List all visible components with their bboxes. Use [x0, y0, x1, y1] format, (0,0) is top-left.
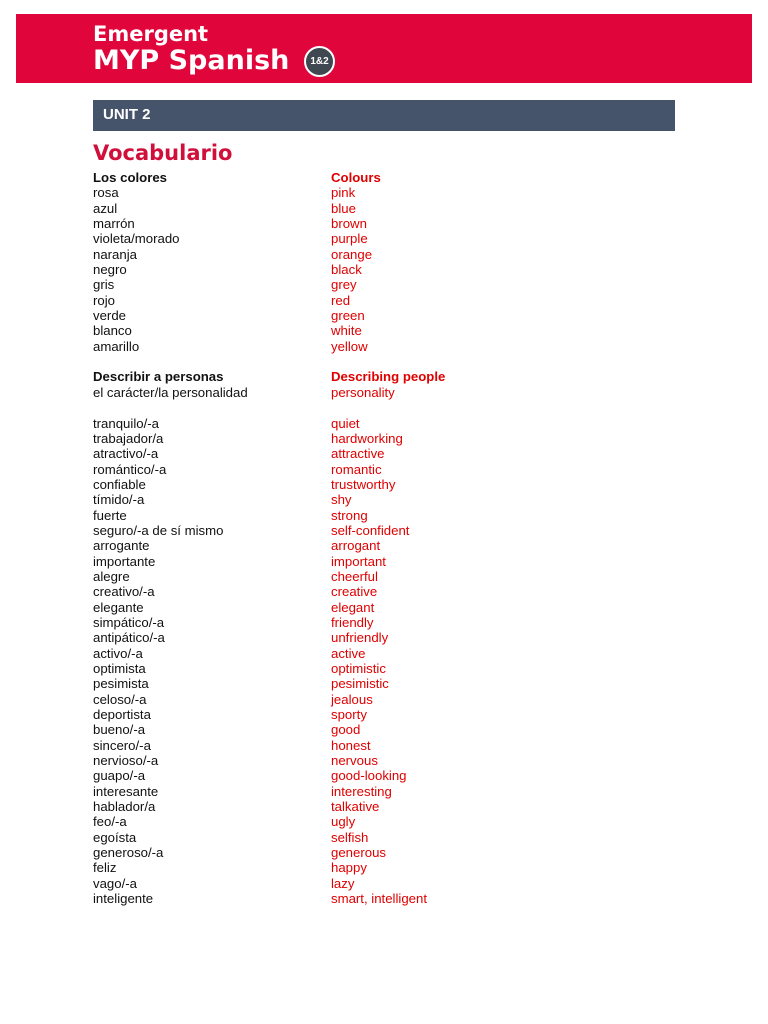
english-translation: grey: [331, 277, 357, 293]
spanish-term: naranja: [93, 246, 137, 262]
english-translation: jealous: [331, 691, 373, 707]
spanish-term: seguro/-a de sí mismo: [93, 522, 224, 538]
spanish-term: nervioso/-a: [93, 753, 159, 769]
english-translation: active: [331, 645, 366, 661]
spanish-term: negro: [93, 262, 127, 278]
english-translation: arrogant: [331, 538, 381, 554]
english-heading: Colours: [331, 170, 381, 185]
english-translation: yellow: [331, 338, 368, 354]
section-title: Vocabulario: [93, 141, 233, 165]
english-translation: selfish: [331, 829, 369, 845]
spanish-term: rosa: [93, 185, 119, 201]
spanish-term: activo/-a: [93, 645, 143, 661]
spanish-term: [93, 354, 248, 369]
english-translation: nervous: [331, 753, 378, 769]
english-translation: romantic: [331, 461, 382, 477]
spanish-term: simpático/-a: [93, 614, 165, 630]
spanish-term: [93, 400, 248, 415]
english-translation: smart, intelligent: [331, 891, 428, 907]
spanish-term: guapo/-a: [93, 768, 146, 784]
level-badge: 1&2: [304, 46, 335, 77]
spanish-term: azul: [93, 200, 118, 216]
spanish-term: tímido/-a: [93, 492, 145, 508]
spanish-term: creativo/-a: [93, 584, 155, 600]
spanish-term: optimista: [93, 661, 146, 676]
english-translation: good: [331, 722, 361, 738]
english-heading: Describing people: [331, 369, 446, 385]
english-translation: talkative: [331, 799, 380, 815]
spanish-term: atractivo/-a: [93, 446, 159, 462]
spanish-term: antipático/-a: [93, 630, 165, 646]
english-translation: quiet: [331, 415, 360, 431]
english-translation: self-confident: [331, 522, 410, 538]
english-translation: strong: [331, 507, 368, 523]
english-translation: sporty: [331, 707, 367, 723]
spanish-heading: Los colores: [93, 170, 168, 185]
spanish-term: el carácter/la personalidad: [93, 384, 248, 400]
spanish-term: hablador/a: [93, 799, 156, 815]
english-translation: white: [331, 323, 362, 339]
english-translation: important: [331, 553, 386, 569]
spanish-term: arrogante: [93, 538, 150, 554]
spanish-term: elegante: [93, 599, 144, 615]
english-translation: shy: [331, 492, 352, 508]
spanish-term: romántico/-a: [93, 461, 167, 477]
spanish-term: confiable: [93, 476, 146, 492]
spanish-term: rojo: [93, 292, 115, 308]
spanish-term: deportista: [93, 707, 151, 723]
spanish-term: egoísta: [93, 829, 137, 845]
spanish-term: interesante: [93, 783, 159, 799]
english-translation: red: [331, 292, 351, 308]
spanish-term: pesimista: [93, 676, 149, 692]
english-translation: good-looking: [331, 768, 407, 784]
unit-bar: [93, 100, 675, 131]
english-translation: attractive: [331, 446, 385, 462]
english-translation: optimistic: [331, 661, 386, 676]
spanish-term: feo/-a: [93, 814, 127, 830]
english-translation: pink: [331, 185, 356, 201]
english-translation: hardworking: [331, 430, 403, 446]
english-translation: green: [331, 308, 365, 324]
english-translation: unfriendly: [331, 630, 389, 646]
spanish-term: amarillo: [93, 338, 140, 354]
english-translation: pesimistic: [331, 676, 389, 692]
spanish-column: [93, 170, 248, 907]
spanish-term: tranquilo/-a: [93, 415, 159, 431]
brand-title: Emergent: [93, 22, 209, 46]
english-translation: orange: [331, 246, 373, 262]
spanish-term: feliz: [93, 860, 117, 876]
english-translation: brown: [331, 216, 367, 232]
english-translation: creative: [331, 584, 378, 600]
english-translation: honest: [331, 737, 371, 753]
english-translation: lazy: [331, 875, 355, 891]
english-translation: generous: [331, 845, 386, 861]
english-translation: elegant: [331, 599, 375, 615]
spanish-term: verde: [93, 308, 126, 324]
english-translation: blue: [331, 200, 356, 216]
spanish-term: trabajador/a: [93, 430, 164, 446]
spanish-term: gris: [93, 277, 115, 293]
spanish-term: violeta/morado: [93, 231, 180, 247]
spanish-term: inteligente: [93, 891, 154, 907]
spanish-term: sincero/-a: [93, 737, 151, 753]
spanish-term: importante: [93, 553, 156, 569]
english-translation: black: [331, 262, 362, 278]
english-translation: [331, 354, 445, 369]
spanish-term: blanco: [93, 323, 132, 339]
english-translation: trustworthy: [331, 476, 396, 492]
spanish-term: fuerte: [93, 507, 127, 523]
unit-label: UNIT 2: [103, 106, 151, 123]
english-translation: cheerful: [331, 568, 378, 584]
course-title: MYP Spanish: [93, 45, 290, 76]
spanish-heading: Describir a personas: [93, 369, 224, 385]
english-translation: ugly: [331, 814, 356, 830]
english-translation: interesting: [331, 783, 392, 799]
english-translation: happy: [331, 860, 367, 876]
spanish-term: bueno/-a: [93, 722, 146, 738]
english-translation: friendly: [331, 614, 374, 630]
english-column: [331, 170, 445, 907]
english-translation: [331, 400, 445, 415]
english-translation: personality: [331, 384, 395, 400]
english-translation: purple: [331, 231, 368, 247]
spanish-term: generoso/-a: [93, 845, 164, 861]
spanish-term: celoso/-a: [93, 691, 147, 707]
spanish-term: marrón: [93, 216, 135, 232]
spanish-term: vago/-a: [93, 875, 137, 891]
spanish-term: alegre: [93, 568, 130, 584]
